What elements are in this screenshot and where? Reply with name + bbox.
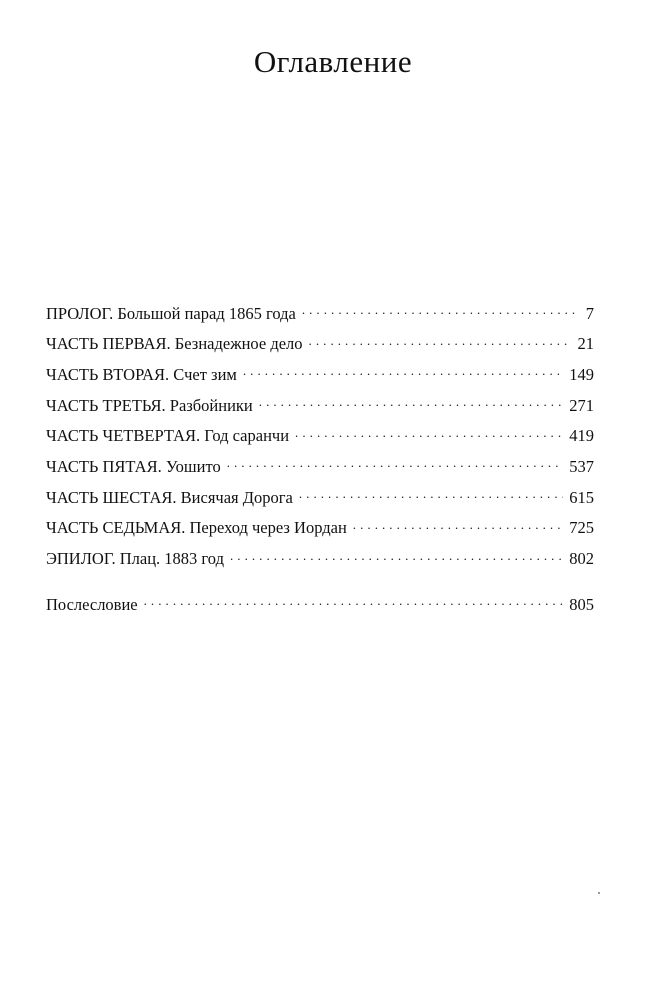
toc-entry-part-2[interactable] — [46, 363, 594, 394]
toc-entry-page: 802 — [569, 549, 594, 568]
toc-entry-prologue[interactable] — [46, 302, 594, 333]
dot-leader — [259, 394, 563, 411]
scan-speck — [598, 892, 600, 894]
table-of-contents — [46, 302, 594, 624]
dot-leader — [353, 517, 563, 534]
toc-entry-part-5[interactable] — [46, 455, 594, 486]
toc-entry-page: 271 — [569, 395, 594, 415]
dot-leader — [230, 548, 563, 565]
toc-entry-page: 805 — [569, 594, 594, 614]
toc-entry-part-3[interactable] — [46, 394, 594, 425]
dot-leader — [243, 363, 563, 380]
toc-entry-title: ЧАСТЬ ВТОРАЯ. Счет зим — [46, 364, 237, 384]
toc-entry-title: ЧАСТЬ ТРЕТЬЯ. Разбойники — [46, 395, 253, 415]
toc-entry-afterword[interactable] — [46, 593, 594, 624]
toc-entry-title: ЭПИЛОГ. Плац. 1883 год — [46, 549, 224, 568]
toc-entry-title: ЧАСТЬ ПЕРВАЯ. Безнадежное дело — [46, 334, 303, 354]
toc-entry-page: 21 — [577, 334, 594, 354]
dot-leader — [295, 425, 563, 442]
toc-entry-title: ЧАСТЬ ШЕСТАЯ. Висячая Дорога — [46, 487, 293, 507]
toc-entry-page: 537 — [569, 456, 594, 476]
toc-entry-title: ЧАСТЬ ПЯТАЯ. Уошито — [46, 456, 221, 476]
dot-leader — [309, 333, 572, 350]
toc-entry-title: ЧАСТЬ СЕДЬМАЯ. Переход через Иордан — [46, 518, 347, 538]
toc-entry-part-6[interactable] — [46, 486, 594, 517]
dot-leader — [302, 302, 580, 319]
dot-leader — [299, 486, 563, 503]
toc-entry-epilogue[interactable] — [46, 548, 594, 579]
toc-entry-part-1[interactable] — [46, 333, 594, 364]
toc-entry-page: 725 — [569, 518, 594, 538]
toc-entry-part-4[interactable] — [46, 425, 594, 456]
toc-entry-page: 7 — [585, 303, 594, 323]
toc-entry-title: ЧАСТЬ ЧЕТВЕРТАЯ. Год саранчи — [46, 426, 290, 446]
toc-entry-part-7[interactable] — [46, 517, 594, 548]
dot-leader — [144, 593, 564, 610]
page-title: Оглавление — [253, 44, 413, 79]
toc-entry-page: 615 — [569, 487, 594, 507]
toc-entry-page: 149 — [569, 364, 594, 384]
toc-entry-title: Послесловие — [46, 594, 138, 614]
dot-leader — [227, 455, 564, 472]
toc-entry-title: ПРОЛОГ. Большой парад 1865 года — [46, 303, 296, 323]
toc-entry-page: 419 — [569, 426, 594, 446]
